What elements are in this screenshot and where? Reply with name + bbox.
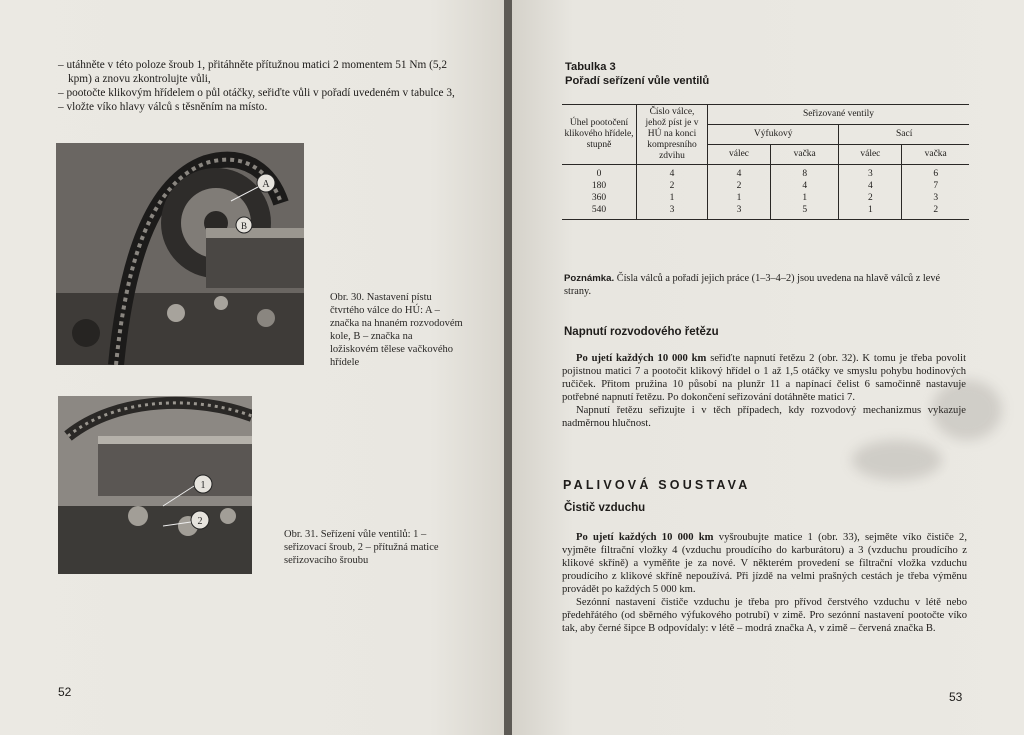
table-number: Tabulka 3 xyxy=(565,61,616,73)
cell: 6 xyxy=(902,165,969,181)
cell: 0 xyxy=(596,169,602,179)
cell: 2 xyxy=(637,180,708,192)
table-row xyxy=(562,165,969,181)
section-heading-chain: Napnutí rozvodového řetězu xyxy=(564,326,719,338)
paragraph-text: seřiďte napnutí řetězu 2 (obr. 32). K tomu je třeba povolit pojistnou matici 7 a pootočit klikový hřídel o 1 až 1,5 otáčky ve smyslu pohybu hodinových ručiček. Přitom pružina 10 působí na plunžr 11 a napínací čelist 6 samočinně nastavuje potřebné napnutí řetězu. Po dokončení seřizování dotáhněte matici 7. xyxy=(562,353,967,404)
table-title xyxy=(565,60,709,88)
col-angle-header: Úhel pootočení klikového hřídele, stupně xyxy=(562,105,637,165)
note-label: Poznámka. xyxy=(564,273,615,284)
page-number-left: 52 xyxy=(58,685,72,699)
cell: 4 xyxy=(839,180,902,192)
col-intake-cylinder: válec xyxy=(839,145,902,165)
figure-30-caption: Obr. 30. Nastavení pístu čtvrtého válce do HÚ: A – značka na hnaném rozvodovém kole, B – značka na ložiskovém tělese vačkového hřídele xyxy=(330,292,463,368)
cell: 1 xyxy=(637,192,708,204)
paper-stain xyxy=(852,440,942,480)
col-intake-header: Sací xyxy=(839,125,969,145)
page-number-right: 53 xyxy=(949,690,963,704)
cell: 360 xyxy=(591,193,607,203)
cell: 3 xyxy=(902,192,969,204)
table-caption: Pořadí seřízení vůle ventilů xyxy=(565,75,710,87)
paragraph: Sezónní nastavení čističe vzduchu je třeba pro přívod čerstvého vzduchu v létě nebo předehřátého (od sběrného výfukového potrubí) v zimě. Pro sezónní nastavení pootočte víko tak, aby černé šipce B odpovídaly: v létě – modrá značka A, v zimě – červená značka B. xyxy=(562,597,967,634)
valve-order-table xyxy=(562,104,969,220)
marker-b: B xyxy=(240,221,248,231)
cell: 540 xyxy=(562,204,637,220)
cell: 3 xyxy=(839,165,902,181)
paragraph-lead: Po ujetí každých 10 000 km xyxy=(576,532,714,543)
cell: 1 xyxy=(708,192,771,204)
air-filter-section-body xyxy=(562,531,967,635)
cell: 4 xyxy=(637,165,708,181)
cell: 4 xyxy=(771,180,839,192)
paragraph-lead: Po ujetí každých 10 000 km xyxy=(576,353,707,364)
note-text: Čísla válců a pořadí jejich práce (1–3–4–2) jsou uvedena na hlavě válců z levé strany. xyxy=(564,273,941,297)
cell: 1 xyxy=(771,192,839,204)
left-page xyxy=(0,0,506,735)
marker-1: 1 xyxy=(200,480,206,491)
cell: 2 xyxy=(839,192,902,204)
cell: 3 xyxy=(637,204,708,220)
table-row xyxy=(562,180,969,192)
col-exhaust-cam: vačka xyxy=(771,145,839,165)
cell: 2 xyxy=(708,180,771,192)
col-exhaust-header: Výfukový xyxy=(708,125,839,145)
table-note xyxy=(564,272,969,298)
valve-adjustment-photo xyxy=(58,396,252,574)
cell: 8 xyxy=(771,165,839,181)
col-cylinder-header: Číslo válce, jehož píst je v HÚ na konci kompresního zdvihu xyxy=(637,105,708,165)
table-row xyxy=(562,204,969,220)
paragraph xyxy=(562,352,966,404)
chain-section-body xyxy=(562,352,966,431)
marker-a: A xyxy=(262,179,270,190)
col-intake-cam: vačka xyxy=(902,145,969,165)
paragraph: Napnutí řetězu seřizujte i v těch případech, kdy rozvodový mechanizmus vykazuje nadměrnou hlučnost. xyxy=(562,405,966,430)
cell: 3 xyxy=(708,204,771,220)
cell: 7 xyxy=(902,180,969,192)
col-exhaust-cylinder: válec xyxy=(708,145,771,165)
engine-timing-chain-photo xyxy=(56,143,304,365)
bullet-item: – vložte víko hlavy válců s těsněním na místo. xyxy=(58,101,268,113)
paper-stain xyxy=(932,380,1002,440)
cell: 5 xyxy=(771,204,839,220)
right-page xyxy=(512,0,1024,735)
bullet-item: – utáhněte v této poloze šroub 1, přitáhněte přítužnou matici 2 momentem 51 Nm (5,2 kpm) a znovu zkontrolujte vůli, xyxy=(58,59,448,85)
table-row xyxy=(562,192,969,204)
section-heading-air-filter: Čistič vzduchu xyxy=(564,502,646,514)
bullet-item: – pootočte klikovým hřídelem o půl otáčky, seřiďte vůli v pořadí uvedeném v tabulce 3, xyxy=(58,87,455,99)
cell: 4 xyxy=(708,165,771,181)
cell: 180 xyxy=(591,181,607,191)
paragraph-text: vyšroubujte matice 1 (obr. 33), sejměte víko čističe 2, vyjměte filtrační vložky 4 (vzduchu proudícího do karburátoru) a 3 (vzduchu proudícího z klikové skříně) a vyměňte je za nové. V některém provedení se filtrační vložka vzduchu proudícího z klikové skříně nepoužívá. Při jízdě na velmi prašných cestách je třeba výměnu provádět po každých 5 000 km. xyxy=(562,532,968,595)
marker-2: 2 xyxy=(197,516,203,527)
cell: 2 xyxy=(902,204,969,220)
figure-31-caption: Obr. 31. Seřízení vůle ventilů: 1 – seřizovací šroub, 2 – přítužná matice seřizovacího šroubu xyxy=(284,529,439,566)
cell: 1 xyxy=(839,204,902,220)
chapter-heading-fuel-system: PALIVOVÁ SOUSTAVA xyxy=(563,478,751,492)
bullet-list xyxy=(58,58,458,114)
paragraph xyxy=(562,531,967,596)
col-valves-header: Seřizované ventily xyxy=(708,105,970,125)
